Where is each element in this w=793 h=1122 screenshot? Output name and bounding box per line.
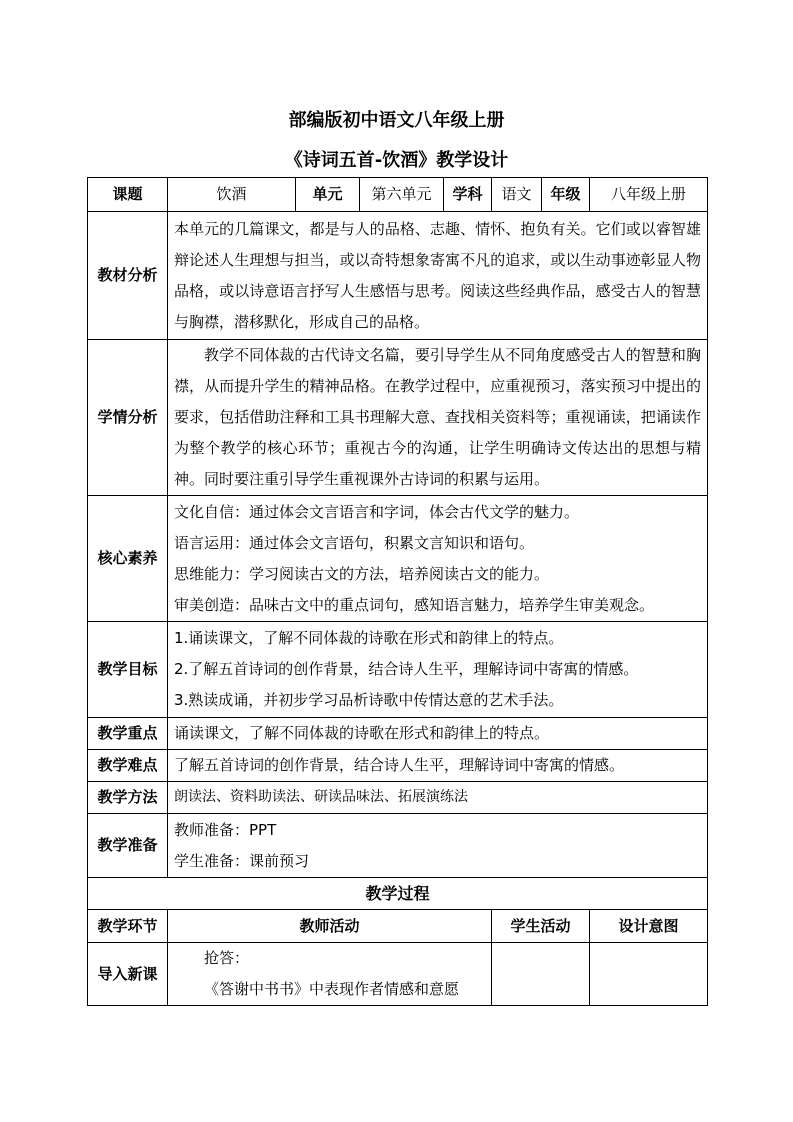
teaching-focus-text: 诵读课文，了解不同体裁的诗歌在形式和韵律上的特点。 (168, 718, 708, 750)
material-analysis-text: 本单元的几篇课文，都是与人的品格、志趣、情怀、抱负有关。它们或以睿智雄辩论述人生理想与担当，或以奇特想象寄寓不凡的追求，或以生动事迹彰显人物品格，或以诗意语言抒写人生感悟与思考。阅读这些经典作品，感受古人的智慧与胸襟，潜移默化，形成自己的品格。 (168, 212, 708, 340)
process-header-row (88, 910, 708, 943)
document-title: 部编版初中语文八年级上册 (288, 110, 505, 131)
teaching-methods-row (88, 782, 708, 814)
document-subtitle: 《诗词五首-饮酒》教学设计 (284, 150, 509, 171)
grade-value: 八年级上册 (590, 178, 708, 212)
col-intent-header: 设计意图 (590, 910, 708, 943)
goal-line: 1.诵读课文，了解不同体裁的诗歌在形式和韵律上的特点。 (174, 629, 564, 647)
literacy-line: 思维能力：学习阅读古文的方法，培养阅读古文的能力。 (174, 564, 550, 583)
core-literacy-row (88, 496, 708, 622)
student-analysis-row (88, 340, 708, 496)
literacy-line: 审美创造：品味古文中的重点词句，感知语言魅力，培养学生审美观念。 (174, 595, 655, 614)
teaching-difficulty-label: 教学难点 (88, 750, 168, 782)
topic-value: 饮酒 (168, 178, 296, 212)
subject-label: 学科 (444, 178, 492, 212)
process-section-row (88, 878, 708, 910)
process-row (88, 943, 708, 1006)
col-teacher-header: 教师活动 (168, 910, 492, 943)
teaching-goals-content (168, 622, 708, 718)
info-row (88, 178, 708, 212)
teaching-methods-text: 朗读法、资料助读法、研读品味法、拓展演练法 (168, 782, 708, 814)
unit-label: 单元 (296, 178, 360, 212)
grade-label: 年级 (542, 178, 590, 212)
goal-line: 2.了解五首诗词的创作背景，结合诗人生平，理解诗词中寄寓的情感。 (174, 660, 639, 678)
col-stage-header: 教学环节 (88, 910, 168, 943)
teacher-activity-line: 抢答： (204, 949, 250, 967)
teaching-preparation-content (168, 814, 708, 878)
teaching-goals-label: 教学目标 (88, 622, 168, 718)
core-literacy-content (168, 496, 708, 622)
teacher-preparation: 教师准备：PPT (174, 820, 277, 839)
process-stage: 导入新课 (88, 943, 168, 1006)
teaching-preparation-row (88, 814, 708, 878)
topic-label: 课题 (88, 178, 168, 212)
process-student-activity (492, 943, 590, 1006)
goal-line: 3.熟读成诵，并初步学习品析诗歌中传情达意的艺术手法。 (174, 691, 564, 709)
student-analysis-text: 教学不同体裁的古代诗文名篇，要引导学生从不同角度感受古人的智慧和胸襟，从而提升学生的精神品格。在教学过程中，应重视预习，落实预习中提出的要求，包括借助注释和工具书理解大意、查找相关资料等；重视诵读，把诵读作为整个教学的核心环节；重视古今的沟通，让学生明确诗文传达出的思想与精神。同时要注重引导学生重视课外古诗词的积累与运用。 (168, 340, 708, 496)
subject-value: 语文 (492, 178, 542, 212)
material-analysis-label: 教材分析 (88, 212, 168, 340)
teaching-focus-label: 教学重点 (88, 718, 168, 750)
process-section-title: 教学过程 (88, 878, 708, 910)
teaching-focus-row (88, 718, 708, 750)
teaching-goals-row (88, 622, 708, 718)
col-student-header: 学生活动 (492, 910, 590, 943)
student-analysis-label: 学情分析 (88, 340, 168, 496)
teacher-activity-line: 《答谢中书书》中表现作者情感和意愿 (204, 980, 460, 998)
literacy-line: 文化自信：通过体会文言语言和字词，体会古代文学的魅力。 (174, 502, 580, 521)
teaching-difficulty-text: 了解五首诗词的创作背景，结合诗人生平，理解诗词中寄寓的情感。 (168, 750, 708, 782)
material-analysis-row (88, 212, 708, 340)
teaching-methods-label: 教学方法 (88, 782, 168, 814)
process-teacher-activity (168, 943, 492, 1006)
student-preparation: 学生准备：课前预习 (174, 851, 310, 870)
process-design-intent (590, 943, 708, 1006)
teaching-difficulty-row (88, 750, 708, 782)
teaching-preparation-label: 教学准备 (88, 814, 168, 878)
literacy-line: 语言运用：通过体会文言语句，积累文言知识和语句。 (174, 533, 535, 552)
core-literacy-label: 核心素养 (88, 496, 168, 622)
lesson-plan-table (87, 177, 708, 1006)
unit-value: 第六单元 (360, 178, 444, 212)
